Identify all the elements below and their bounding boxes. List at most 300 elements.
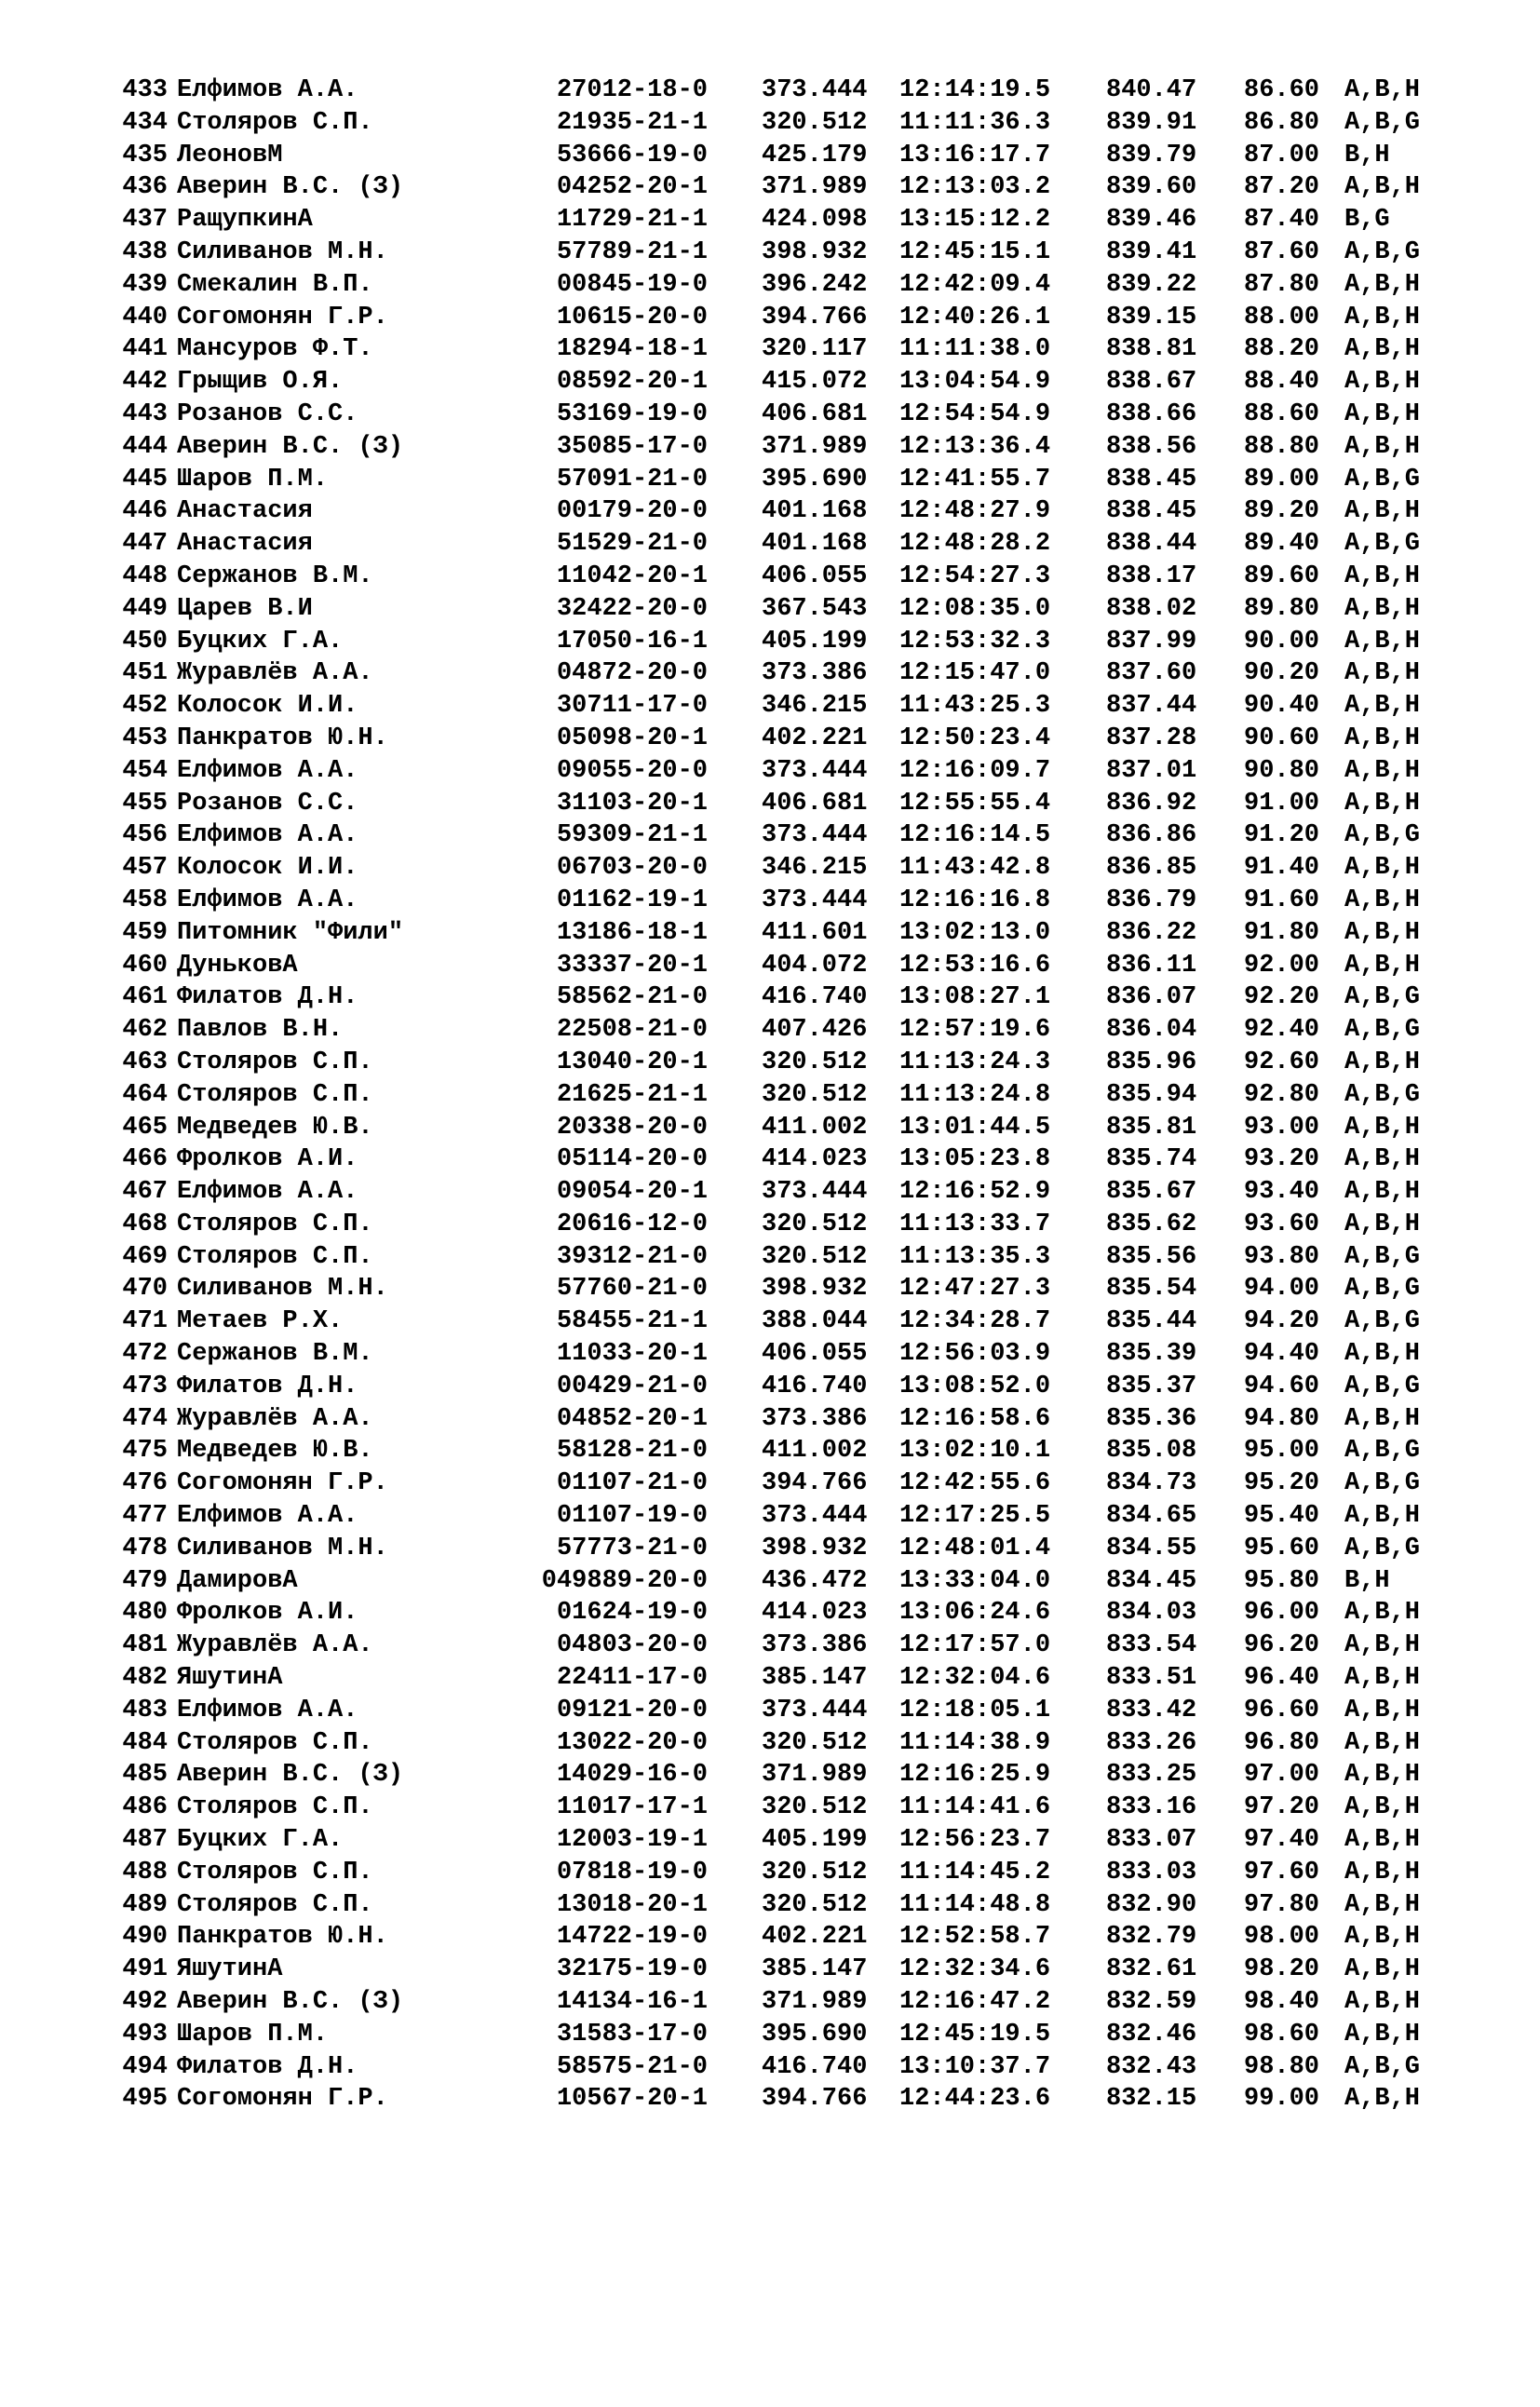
place-cell: 483 <box>122 1696 168 1724</box>
marks-cell: A,B,H <box>1344 723 1421 752</box>
distance-cell: 406.681 <box>762 399 868 428</box>
distance-cell: 405.199 <box>762 627 868 656</box>
fancier-name-cell: Аверин В.С. (З) <box>177 432 404 461</box>
marks-cell: A,B,H <box>1344 789 1421 818</box>
points-cell: 94.60 <box>1244 1372 1320 1400</box>
distance-cell: 414.023 <box>762 1145 868 1174</box>
fancier-name-cell: Журавлёв А.А. <box>177 659 373 688</box>
marks-cell: A,B,H <box>1344 497 1421 526</box>
arrival-time-cell: 12:52:58.7 <box>899 1923 1051 1952</box>
marks-cell: A,B,H <box>1344 918 1421 947</box>
ring-number-cell: 06703-20-0 <box>556 854 708 883</box>
place-cell: 473 <box>122 1372 168 1400</box>
place-cell: 433 <box>122 76 168 104</box>
marks-cell: A,B,G <box>1344 465 1421 494</box>
distance-cell: 371.989 <box>762 1988 868 2017</box>
fancier-name-cell: Мансуров Ф.Т. <box>177 335 373 364</box>
distance-cell: 406.055 <box>762 561 868 590</box>
table-row-484 <box>0 1727 1540 1760</box>
points-cell: 86.80 <box>1244 108 1320 137</box>
ring-number-cell: 14029-16-0 <box>556 1761 708 1790</box>
points-cell: 88.20 <box>1244 335 1320 364</box>
points-cell: 92.60 <box>1244 1048 1320 1076</box>
marks-cell: A,B,H <box>1344 594 1421 623</box>
distance-cell: 404.072 <box>762 951 868 980</box>
ring-number-cell: 22508-21-0 <box>556 1016 708 1045</box>
speed-cell: 833.25 <box>1106 1761 1197 1790</box>
arrival-time-cell: 11:43:25.3 <box>899 692 1051 721</box>
distance-cell: 395.690 <box>762 465 868 494</box>
ring-number-cell: 53169-19-0 <box>556 399 708 428</box>
place-cell: 443 <box>122 399 168 428</box>
arrival-time-cell: 12:56:23.7 <box>899 1826 1051 1855</box>
speed-cell: 836.04 <box>1106 1016 1197 1045</box>
table-row-485 <box>0 1759 1540 1792</box>
table-row-480 <box>0 1597 1540 1629</box>
marks-cell: A,B,H <box>1344 1404 1421 1433</box>
marks-cell: A,B,H <box>1344 1631 1421 1660</box>
table-row-474 <box>0 1403 1540 1436</box>
fancier-name-cell: Аверин В.С. (З) <box>177 173 404 202</box>
place-cell: 481 <box>122 1631 168 1660</box>
marks-cell: A,B,H <box>1344 692 1421 721</box>
ring-number-cell: 59309-21-1 <box>556 821 708 850</box>
marks-cell: A,B,H <box>1344 173 1421 202</box>
points-cell: 97.60 <box>1244 1858 1320 1886</box>
distance-cell: 436.472 <box>762 1566 868 1595</box>
speed-cell: 835.96 <box>1106 1048 1197 1076</box>
fancier-name-cell: Смекалин В.П. <box>177 270 373 299</box>
ring-number-cell: 18294-18-1 <box>556 335 708 364</box>
place-cell: 492 <box>122 1988 168 2017</box>
ring-number-cell: 09055-20-0 <box>556 756 708 785</box>
ring-number-cell: 09121-20-0 <box>556 1696 708 1724</box>
speed-cell: 836.92 <box>1106 789 1197 818</box>
distance-cell: 373.444 <box>762 1178 868 1207</box>
points-cell: 94.80 <box>1244 1404 1320 1433</box>
distance-cell: 320.117 <box>762 335 868 364</box>
points-cell: 86.60 <box>1244 76 1320 104</box>
table-row-495 <box>0 2083 1540 2116</box>
marks-cell: A,B,H <box>1344 1502 1421 1531</box>
ring-number-cell: 04852-20-1 <box>556 1404 708 1433</box>
marks-cell: A,B,H <box>1344 270 1421 299</box>
ring-number-cell: 57789-21-1 <box>556 237 708 266</box>
points-cell: 95.00 <box>1244 1437 1320 1466</box>
points-cell: 88.60 <box>1244 399 1320 428</box>
table-row-488 <box>0 1857 1540 1889</box>
ring-number-cell: 57773-21-0 <box>556 1534 708 1562</box>
ring-number-cell: 10615-20-0 <box>556 303 708 331</box>
fancier-name-cell: Столяров С.П. <box>177 1890 373 1919</box>
distance-cell: 373.444 <box>762 756 868 785</box>
distance-cell: 402.221 <box>762 723 868 752</box>
fancier-name-cell: Фролков А.И. <box>177 1599 358 1628</box>
arrival-time-cell: 12:53:16.6 <box>899 951 1051 980</box>
speed-cell: 835.44 <box>1106 1307 1197 1336</box>
ring-number-cell: 20338-20-0 <box>556 1113 708 1142</box>
place-cell: 470 <box>122 1275 168 1304</box>
arrival-time-cell: 12:16:25.9 <box>899 1761 1051 1790</box>
place-cell: 447 <box>122 530 168 559</box>
ring-number-cell: 14134-16-1 <box>556 1988 708 2017</box>
place-cell: 476 <box>122 1469 168 1498</box>
ring-number-cell: 13022-20-0 <box>556 1728 708 1757</box>
marks-cell: A,B,G <box>1344 1242 1421 1271</box>
table-row-490 <box>0 1921 1540 1954</box>
ring-number-cell: 12003-19-1 <box>556 1826 708 1855</box>
marks-cell: A,B,G <box>1344 530 1421 559</box>
speed-cell: 835.94 <box>1106 1080 1197 1109</box>
speed-cell: 832.79 <box>1106 1923 1197 1952</box>
speed-cell: 839.46 <box>1106 206 1197 235</box>
ring-number-cell: 21625-21-1 <box>556 1080 708 1109</box>
table-row-456 <box>0 819 1540 852</box>
arrival-time-cell: 11:14:41.6 <box>899 1793 1051 1822</box>
speed-cell: 833.51 <box>1106 1664 1197 1693</box>
speed-cell: 836.22 <box>1106 918 1197 947</box>
fancier-name-cell: РащупкинА <box>177 206 313 235</box>
distance-cell: 396.242 <box>762 270 868 299</box>
fancier-name-cell: Согомонян Г.Р. <box>177 2085 388 2114</box>
ring-number-cell: 01624-19-0 <box>556 1599 708 1628</box>
arrival-time-cell: 12:45:15.1 <box>899 237 1051 266</box>
speed-cell: 838.44 <box>1106 530 1197 559</box>
fancier-name-cell: Столяров С.П. <box>177 1048 373 1076</box>
speed-cell: 839.22 <box>1106 270 1197 299</box>
points-cell: 90.00 <box>1244 627 1320 656</box>
distance-cell: 373.444 <box>762 821 868 850</box>
speed-cell: 834.65 <box>1106 1502 1197 1531</box>
speed-cell: 833.07 <box>1106 1826 1197 1855</box>
distance-cell: 415.072 <box>762 368 868 397</box>
place-cell: 440 <box>122 303 168 331</box>
distance-cell: 320.512 <box>762 1048 868 1076</box>
fancier-name-cell: Столяров С.П. <box>177 1080 373 1109</box>
fancier-name-cell: Столяров С.П. <box>177 1793 373 1822</box>
table-row-487 <box>0 1824 1540 1857</box>
speed-cell: 833.16 <box>1106 1793 1197 1822</box>
speed-cell: 836.85 <box>1106 854 1197 883</box>
distance-cell: 398.932 <box>762 1275 868 1304</box>
place-cell: 453 <box>122 723 168 752</box>
fancier-name-cell: Розанов С.С. <box>177 789 358 818</box>
arrival-time-cell: 12:42:09.4 <box>899 270 1051 299</box>
speed-cell: 836.86 <box>1106 821 1197 850</box>
table-row-483 <box>0 1695 1540 1727</box>
fancier-name-cell: Согомонян Г.Р. <box>177 303 388 331</box>
ring-number-cell: 05114-20-0 <box>556 1145 708 1174</box>
speed-cell: 835.36 <box>1106 1404 1197 1433</box>
table-row-471 <box>0 1305 1540 1338</box>
ring-number-cell: 11017-17-1 <box>556 1793 708 1822</box>
place-cell: 494 <box>122 2052 168 2081</box>
points-cell: 89.60 <box>1244 561 1320 590</box>
ring-number-cell: 53666-19-0 <box>556 141 708 169</box>
arrival-time-cell: 12:57:19.6 <box>899 1016 1051 1045</box>
speed-cell: 837.28 <box>1106 723 1197 752</box>
marks-cell: A,B,G <box>1344 1372 1421 1400</box>
ring-number-cell: 07818-19-0 <box>556 1858 708 1886</box>
marks-cell: B,H <box>1344 141 1390 169</box>
marks-cell: A,B,H <box>1344 2020 1421 2049</box>
marks-cell: A,B,H <box>1344 76 1421 104</box>
marks-cell: A,B,H <box>1344 1826 1421 1855</box>
table-row-478 <box>0 1533 1540 1565</box>
speed-cell: 839.79 <box>1106 141 1197 169</box>
arrival-time-cell: 11:14:45.2 <box>899 1858 1051 1886</box>
ring-number-cell: 32175-19-0 <box>556 1955 708 1984</box>
marks-cell: A,B,H <box>1344 1988 1421 2017</box>
ring-number-cell: 58128-21-0 <box>556 1437 708 1466</box>
fancier-name-cell: Филатов Д.Н. <box>177 983 358 1012</box>
points-cell: 89.40 <box>1244 530 1320 559</box>
fancier-name-cell: Розанов С.С. <box>177 399 358 428</box>
place-cell: 452 <box>122 692 168 721</box>
table-row-482 <box>0 1662 1540 1695</box>
speed-cell: 834.03 <box>1106 1599 1197 1628</box>
distance-cell: 320.512 <box>762 1210 868 1238</box>
table-row-444 <box>0 431 1540 464</box>
table-row-468 <box>0 1209 1540 1241</box>
arrival-time-cell: 12:41:55.7 <box>899 465 1051 494</box>
place-cell: 442 <box>122 368 168 397</box>
table-row-466 <box>0 1143 1540 1176</box>
marks-cell: A,B,H <box>1344 1178 1421 1207</box>
points-cell: 90.40 <box>1244 692 1320 721</box>
place-cell: 475 <box>122 1437 168 1466</box>
arrival-time-cell: 13:01:44.5 <box>899 1113 1051 1142</box>
marks-cell: A,B,H <box>1344 1890 1421 1919</box>
marks-cell: A,B,H <box>1344 303 1421 331</box>
speed-cell: 832.15 <box>1106 2085 1197 2114</box>
marks-cell: A,B,H <box>1344 1696 1421 1724</box>
marks-cell: A,B,H <box>1344 1113 1421 1142</box>
speed-cell: 835.81 <box>1106 1113 1197 1142</box>
distance-cell: 406.681 <box>762 789 868 818</box>
fancier-name-cell: Анастасия <box>177 497 313 526</box>
marks-cell: A,B,G <box>1344 1016 1421 1045</box>
distance-cell: 320.512 <box>762 1890 868 1919</box>
points-cell: 94.20 <box>1244 1307 1320 1336</box>
points-cell: 95.40 <box>1244 1502 1320 1531</box>
fancier-name-cell: Силиванов М.Н. <box>177 1534 388 1562</box>
fancier-name-cell: Буцких Г.А. <box>177 627 344 656</box>
speed-cell: 835.62 <box>1106 1210 1197 1238</box>
place-cell: 491 <box>122 1955 168 1984</box>
points-cell: 89.80 <box>1244 594 1320 623</box>
table-row-467 <box>0 1176 1540 1209</box>
arrival-time-cell: 12:16:09.7 <box>899 756 1051 785</box>
ring-number-cell: 31103-20-1 <box>556 789 708 818</box>
distance-cell: 416.740 <box>762 2052 868 2081</box>
place-cell: 434 <box>122 108 168 137</box>
table-row-437 <box>0 204 1540 237</box>
place-cell: 446 <box>122 497 168 526</box>
marks-cell: A,B,H <box>1344 627 1421 656</box>
arrival-time-cell: 12:55:55.4 <box>899 789 1051 818</box>
speed-cell: 835.74 <box>1106 1145 1197 1174</box>
distance-cell: 373.386 <box>762 659 868 688</box>
distance-cell: 320.512 <box>762 108 868 137</box>
speed-cell: 834.55 <box>1106 1534 1197 1562</box>
points-cell: 90.80 <box>1244 756 1320 785</box>
table-row-477 <box>0 1500 1540 1533</box>
table-row-436 <box>0 171 1540 204</box>
arrival-time-cell: 12:32:34.6 <box>899 1955 1051 1984</box>
distance-cell: 373.386 <box>762 1404 868 1433</box>
table-row-459 <box>0 917 1540 950</box>
distance-cell: 416.740 <box>762 1372 868 1400</box>
points-cell: 87.60 <box>1244 237 1320 266</box>
ring-number-cell: 10567-20-1 <box>556 2085 708 2114</box>
distance-cell: 406.055 <box>762 1340 868 1369</box>
ring-number-cell: 32422-20-0 <box>556 594 708 623</box>
arrival-time-cell: 12:08:35.0 <box>899 594 1051 623</box>
points-cell: 90.60 <box>1244 723 1320 752</box>
arrival-time-cell: 11:13:24.8 <box>899 1080 1051 1109</box>
speed-cell: 839.15 <box>1106 303 1197 331</box>
fancier-name-cell: Медведев Ю.В. <box>177 1437 373 1466</box>
speed-cell: 836.11 <box>1106 951 1197 980</box>
marks-cell: A,B,H <box>1344 659 1421 688</box>
place-cell: 478 <box>122 1534 168 1562</box>
points-cell: 96.20 <box>1244 1631 1320 1660</box>
table-row-439 <box>0 269 1540 302</box>
place-cell: 468 <box>122 1210 168 1238</box>
fancier-name-cell: Силиванов М.Н. <box>177 1275 388 1304</box>
place-cell: 445 <box>122 465 168 494</box>
fancier-name-cell: Елфимов А.А. <box>177 1696 358 1724</box>
fancier-name-cell: Шаров П.М. <box>177 465 329 494</box>
points-cell: 92.20 <box>1244 983 1320 1012</box>
speed-cell: 835.54 <box>1106 1275 1197 1304</box>
marks-cell: A,B,H <box>1344 1664 1421 1693</box>
marks-cell: A,B,H <box>1344 399 1421 428</box>
place-cell: 438 <box>122 237 168 266</box>
points-cell: 98.80 <box>1244 2052 1320 2081</box>
distance-cell: 371.989 <box>762 173 868 202</box>
points-cell: 91.80 <box>1244 918 1320 947</box>
place-cell: 495 <box>122 2085 168 2114</box>
arrival-time-cell: 13:02:13.0 <box>899 918 1051 947</box>
speed-cell: 840.47 <box>1106 76 1197 104</box>
fancier-name-cell: Елфимов А.А. <box>177 76 358 104</box>
arrival-time-cell: 13:04:54.9 <box>899 368 1051 397</box>
ring-number-cell: 51529-21-0 <box>556 530 708 559</box>
ring-number-cell: 11729-21-1 <box>556 206 708 235</box>
arrival-time-cell: 11:13:33.7 <box>899 1210 1051 1238</box>
fancier-name-cell: Столяров С.П. <box>177 1728 373 1757</box>
speed-cell: 837.44 <box>1106 692 1197 721</box>
place-cell: 474 <box>122 1404 168 1433</box>
arrival-time-cell: 11:11:38.0 <box>899 335 1051 364</box>
fancier-name-cell: Сержанов В.М. <box>177 561 373 590</box>
marks-cell: A,B,H <box>1344 1145 1421 1174</box>
arrival-time-cell: 12:16:52.9 <box>899 1178 1051 1207</box>
arrival-time-cell: 12:13:36.4 <box>899 432 1051 461</box>
distance-cell: 402.221 <box>762 1923 868 1952</box>
place-cell: 471 <box>122 1307 168 1336</box>
place-cell: 449 <box>122 594 168 623</box>
arrival-time-cell: 12:54:54.9 <box>899 399 1051 428</box>
fancier-name-cell: ДуньковА <box>177 951 298 980</box>
place-cell: 486 <box>122 1793 168 1822</box>
table-row-472 <box>0 1338 1540 1371</box>
arrival-time-cell: 13:08:52.0 <box>899 1372 1051 1400</box>
ring-number-cell: 13186-18-1 <box>556 918 708 947</box>
arrival-time-cell: 12:18:05.1 <box>899 1696 1051 1724</box>
points-cell: 87.20 <box>1244 173 1320 202</box>
ring-number-cell: 27012-18-0 <box>556 76 708 104</box>
fancier-name-cell: Силиванов М.Н. <box>177 237 388 266</box>
place-cell: 466 <box>122 1145 168 1174</box>
place-cell: 436 <box>122 173 168 202</box>
points-cell: 93.80 <box>1244 1242 1320 1271</box>
speed-cell: 838.45 <box>1106 497 1197 526</box>
marks-cell: A,B,G <box>1344 1307 1421 1336</box>
place-cell: 484 <box>122 1728 168 1757</box>
table-row-481 <box>0 1629 1540 1662</box>
fancier-name-cell: Колосок И.И. <box>177 854 358 883</box>
distance-cell: 373.444 <box>762 886 868 914</box>
distance-cell: 416.740 <box>762 983 868 1012</box>
table-row-473 <box>0 1371 1540 1403</box>
place-cell: 490 <box>122 1923 168 1952</box>
place-cell: 456 <box>122 821 168 850</box>
distance-cell: 320.512 <box>762 1793 868 1822</box>
speed-cell: 833.26 <box>1106 1728 1197 1757</box>
place-cell: 441 <box>122 335 168 364</box>
points-cell: 87.00 <box>1244 141 1320 169</box>
arrival-time-cell: 11:11:36.3 <box>899 108 1051 137</box>
fancier-name-cell: Столяров С.П. <box>177 108 373 137</box>
place-cell: 448 <box>122 561 168 590</box>
marks-cell: A,B,H <box>1344 1858 1421 1886</box>
distance-cell: 395.690 <box>762 2020 868 2049</box>
place-cell: 437 <box>122 206 168 235</box>
fancier-name-cell: Столяров С.П. <box>177 1210 373 1238</box>
place-cell: 465 <box>122 1113 168 1142</box>
distance-cell: 388.044 <box>762 1307 868 1336</box>
arrival-time-cell: 11:14:48.8 <box>899 1890 1051 1919</box>
place-cell: 463 <box>122 1048 168 1076</box>
table-row-435 <box>0 140 1540 172</box>
arrival-time-cell: 12:40:26.1 <box>899 303 1051 331</box>
points-cell: 93.60 <box>1244 1210 1320 1238</box>
table-row-448 <box>0 561 1540 593</box>
ring-number-cell: 13018-20-1 <box>556 1890 708 1919</box>
marks-cell: A,B,H <box>1344 1793 1421 1822</box>
marks-cell: A,B,G <box>1344 108 1421 137</box>
arrival-time-cell: 12:47:27.3 <box>899 1275 1051 1304</box>
points-cell: 93.40 <box>1244 1178 1320 1207</box>
distance-cell: 385.147 <box>762 1955 868 1984</box>
arrival-time-cell: 11:14:38.9 <box>899 1728 1051 1757</box>
table-row-465 <box>0 1112 1540 1144</box>
ring-number-cell: 58575-21-0 <box>556 2052 708 2081</box>
distance-cell: 320.512 <box>762 1728 868 1757</box>
distance-cell: 373.386 <box>762 1631 868 1660</box>
table-row-433 <box>0 74 1540 107</box>
speed-cell: 838.67 <box>1106 368 1197 397</box>
ring-number-cell: 58455-21-1 <box>556 1307 708 1336</box>
points-cell: 88.80 <box>1244 432 1320 461</box>
ring-number-cell: 04803-20-0 <box>556 1631 708 1660</box>
place-cell: 457 <box>122 854 168 883</box>
marks-cell: A,B,H <box>1344 1048 1421 1076</box>
table-row-441 <box>0 333 1540 366</box>
